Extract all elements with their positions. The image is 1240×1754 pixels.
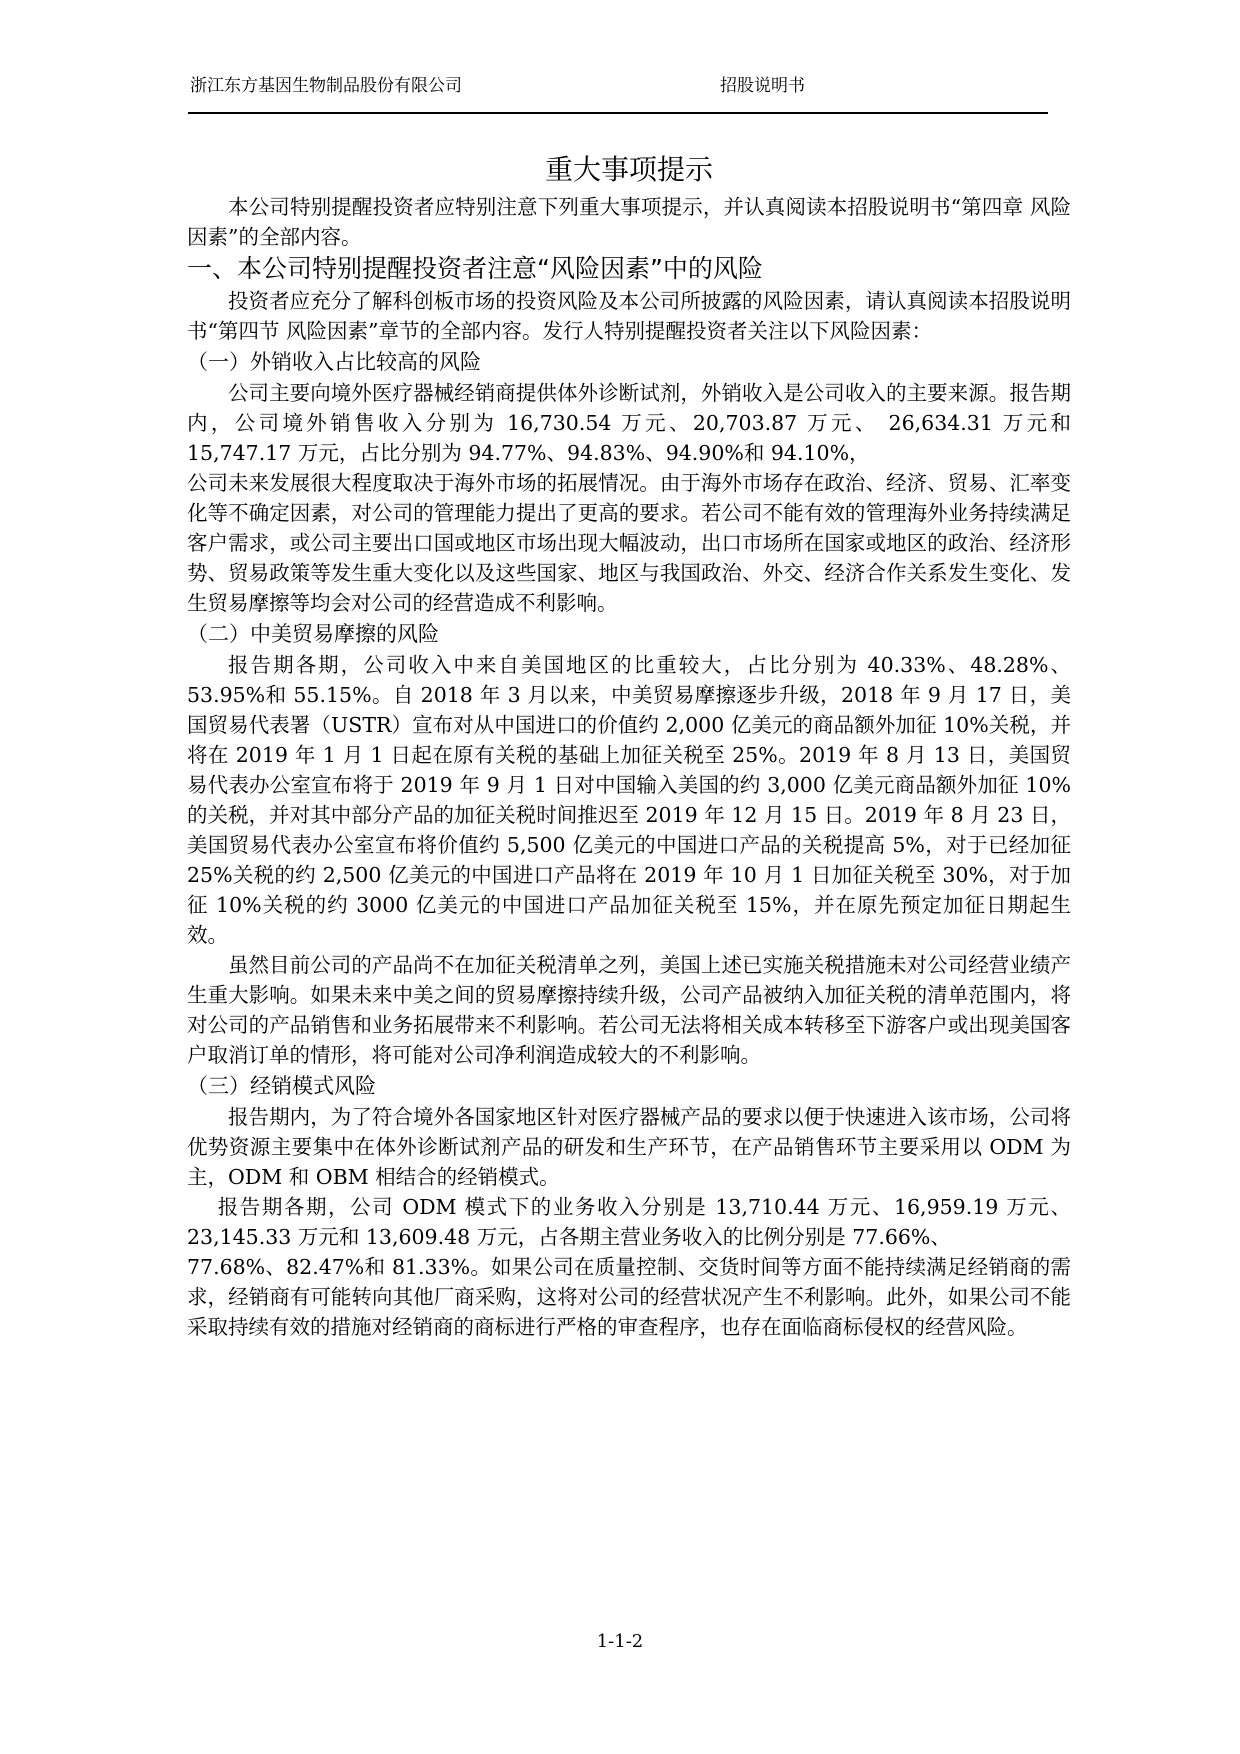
page-title: 重大事项提示 [544, 153, 713, 186]
subsection-1-paragraph-2: 公司未来发展很大程度取决于海外市场的拓展情况。由于海外市场存在政治、经济、贸易、汇率变化等不确定因素，对公司的管理能力提出了更高的要求。若公司不能有效的管理海外业务持续满足客户需求，或公司主要出口国或地区市场出现大幅波动，出口市场所在国家或地区的政治、经济形势、贸易政策等发生重大变化以及这些国家、地区与我国政治、外交、经济合作关系发生变化、发生贸易摩擦等均会对公司的经营造成不利影响。 [187, 471, 1071, 615]
header-document-type: 招股说明书 [720, 76, 805, 96]
section-1-heading: 一、本公司特别提醒投资者注意“风险因素”中的风险 [187, 254, 763, 283]
subsection-2-paragraph-2: 虽然目前公司的产品尚不在加征关税清单之列，美国上述已实施关税措施未对公司经营业绩产生重大影响。如果未来中美之间的贸易摩擦持续升级，公司产品被纳入加征关税的清单范围内，将对公司的产品销售和业务拓展带来不利影响。若公司无法将相关成本转移至下游客户或出现美国客户取消订单的情形，将可能对公司净利润造成较大的不利影响。 [187, 953, 1071, 1067]
subsection-3-paragraph-2: 报告期各期，公司 ODM 模式下的业务收入分别是 13,710.44 万元、16,959.19 万元、23,145.33 万元和 13,609.48 万元，占各期主营业务收入的比例分别是 77.66%、 [187, 1195, 1071, 1249]
subsection-3-paragraph-1: 报告期内，为了符合境外各国家地区针对医疗器械产品的要求以便于快速进入该市场，公司将优势资源主要集中在体外诊断试剂产品的研发和生产环节，在产品销售环节主要采用以 ODM 为主，ODM 和 OBM 相结合的经销模式。 [187, 1105, 1071, 1189]
intro-paragraph: 本公司特别提醒投资者应特别注意下列重大事项提示，并认真阅读本招股说明书“第四章 风险因素”的全部内容。 [187, 195, 1071, 249]
subsection-3-paragraph-3: 77.68%、82.47%和 81.33%。如果公司在质量控制、交货时间等方面不能持续满足经销商的需求，经销商有可能转向其他厂商采购，这将对公司的经营状况产生不利影响。此外，如果公司不能采取持续有效的措施对经销商的商标进行严格的审查程序，也存在面临商标侵权的经营风险。 [187, 1255, 1071, 1339]
header-divider [188, 112, 1048, 114]
subsection-1-heading: （一）外销收入占比较高的风险 [187, 350, 481, 374]
header-company-name: 浙江东方基因生物制品股份有限公司 [190, 76, 462, 96]
page-number: 1-1-2 [596, 1631, 644, 1652]
subsection-2-paragraph-1: 报告期各期，公司收入中来自美国地区的比重较大，占比分别为 40.33%、48.28%、53.95%和 55.15%。自 2018 年 3 月以来，中美贸易摩擦逐步升级，2018 年 9 月 17 日，美国贸易代表署（USTR）宣布对从中国进口的价值约 2,000 亿美元的商品额外加征 10%关税，并将在 2019 年 1 月 1 日起在原有关税的基础上加征关税至 25%。2019 年 8 月 13 日，美国贸易代表办公室宣布将于 2019 年 9 月 1 日对中国输入美国的约 3,000 亿美元商品额外加征 10%的关税，并对其中部分产品的加征关税时间推迟至 2019 年 12 月 15 日。2019 年 8 月 23 日，美国贸易代表办公室宣布将价值约 5,500 亿美元的中国进口产品的关税提高 5%，对于已经加征 25%关税的约 2,500 亿美元的中国进口产品将在 2019 年 10 月 1 日加征关税至 30%，对于加征 10%关税的约 3000 亿美元的中国进口产品加征关税至 15%，并在原先预定加征日期起生效。 [187, 653, 1071, 947]
section-1-intro: 投资者应充分了解科创板市场的投资风险及本公司所披露的风险因素，请认真阅读本招股说明书“第四节 风险因素”章节的全部内容。发行人特别提醒投资者关注以下风险因素： [187, 289, 1071, 343]
subsection-3-heading: （三）经销模式风险 [187, 1074, 376, 1098]
subsection-2-heading: （二）中美贸易摩擦的风险 [187, 622, 439, 646]
subsection-1-paragraph-1: 公司主要向境外医疗器械经销商提供体外诊断试剂，外销收入是公司收入的主要来源。报告期内，公司境外销售收入分别为 16,730.54 万元、20,703.87 万元、 26,634.31 万元和 15,747.17 万元，占比分别为 94.77%、94.83%、94.90%和 94.10%， [187, 381, 1071, 465]
document-body [187, 150, 1071, 1342]
